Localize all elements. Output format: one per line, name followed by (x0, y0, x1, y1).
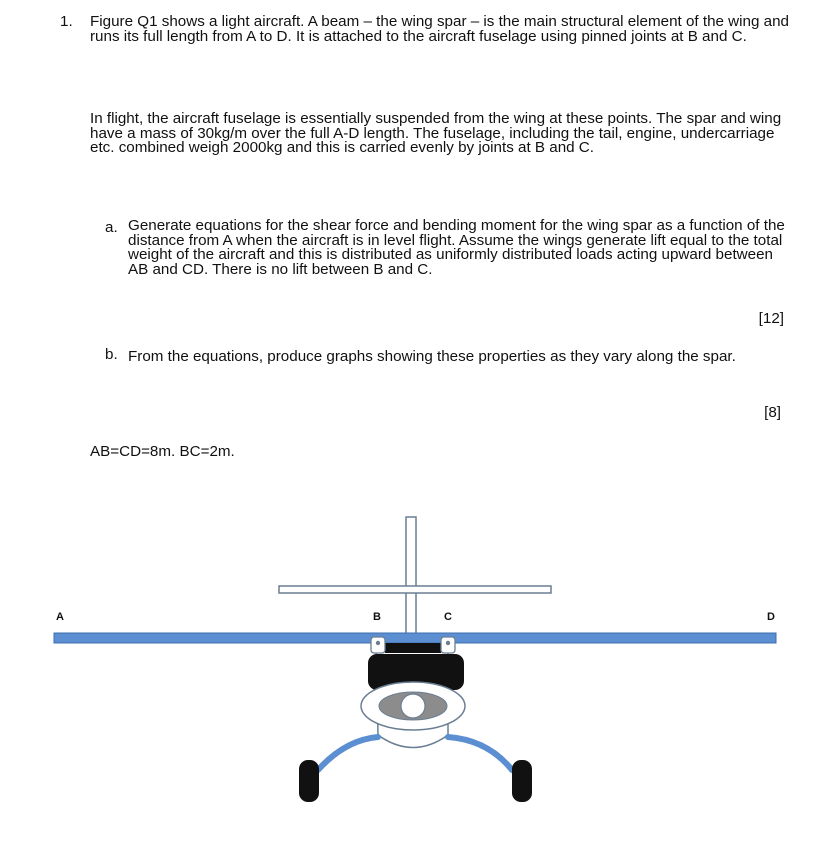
part-a-label: a. (105, 219, 118, 236)
dimensions-text: AB=CD=8m. BC=2m. (90, 443, 235, 460)
point-a-label: A (56, 611, 64, 623)
part-a-text: Generate equations for the shear force and bending moment for the wing spar as a function of the distance from A when the aircraft is in level flight. Assume the wings generate lift equal to the total weight of the aircraft and this is distributed as uniformly distributed loads acting upward between AB and CD. There is no lift between B and C. (128, 217, 785, 278)
right-landing-strut (448, 737, 512, 770)
cabin-roof (385, 643, 441, 653)
part-b-label: b. (105, 346, 118, 363)
joint-c-pin (446, 641, 450, 645)
wing-spar (54, 633, 776, 643)
tail-fin (406, 517, 416, 635)
question-paragraph-2: In flight, the aircraft fuselage is essentially suspended from the wing at these points. The spar and wing have a mass of 30kg/m over the full A-D length. The fuselage, including the tail, engine, undercarriage etc. combined weigh 2000kg and this is carried evenly by joints at B and C. (90, 110, 782, 156)
point-c-label: C (444, 611, 452, 623)
propeller-hub (401, 694, 425, 718)
part-b-marks: [8] (764, 404, 781, 421)
joint-b-pin (376, 641, 380, 645)
part-a-marks: [12] (758, 310, 784, 327)
point-b-label: B (373, 611, 381, 623)
left-landing-strut (318, 737, 378, 770)
question-number: 1. (60, 13, 73, 30)
left-wheel (299, 760, 319, 802)
horizontal-stabiliser (279, 586, 551, 593)
part-b-text: From the equations, produce graphs showing these properties as they vary along the spar. (128, 348, 736, 365)
point-d-label: D (767, 611, 775, 623)
right-wheel (512, 760, 532, 802)
question-intro: Figure Q1 shows a light aircraft. A beam – the wing spar – is the main structural element of the wing and runs its full length from A to D. It is attached to the aircraft fuselage using pinned joints at B and C. (90, 13, 789, 45)
